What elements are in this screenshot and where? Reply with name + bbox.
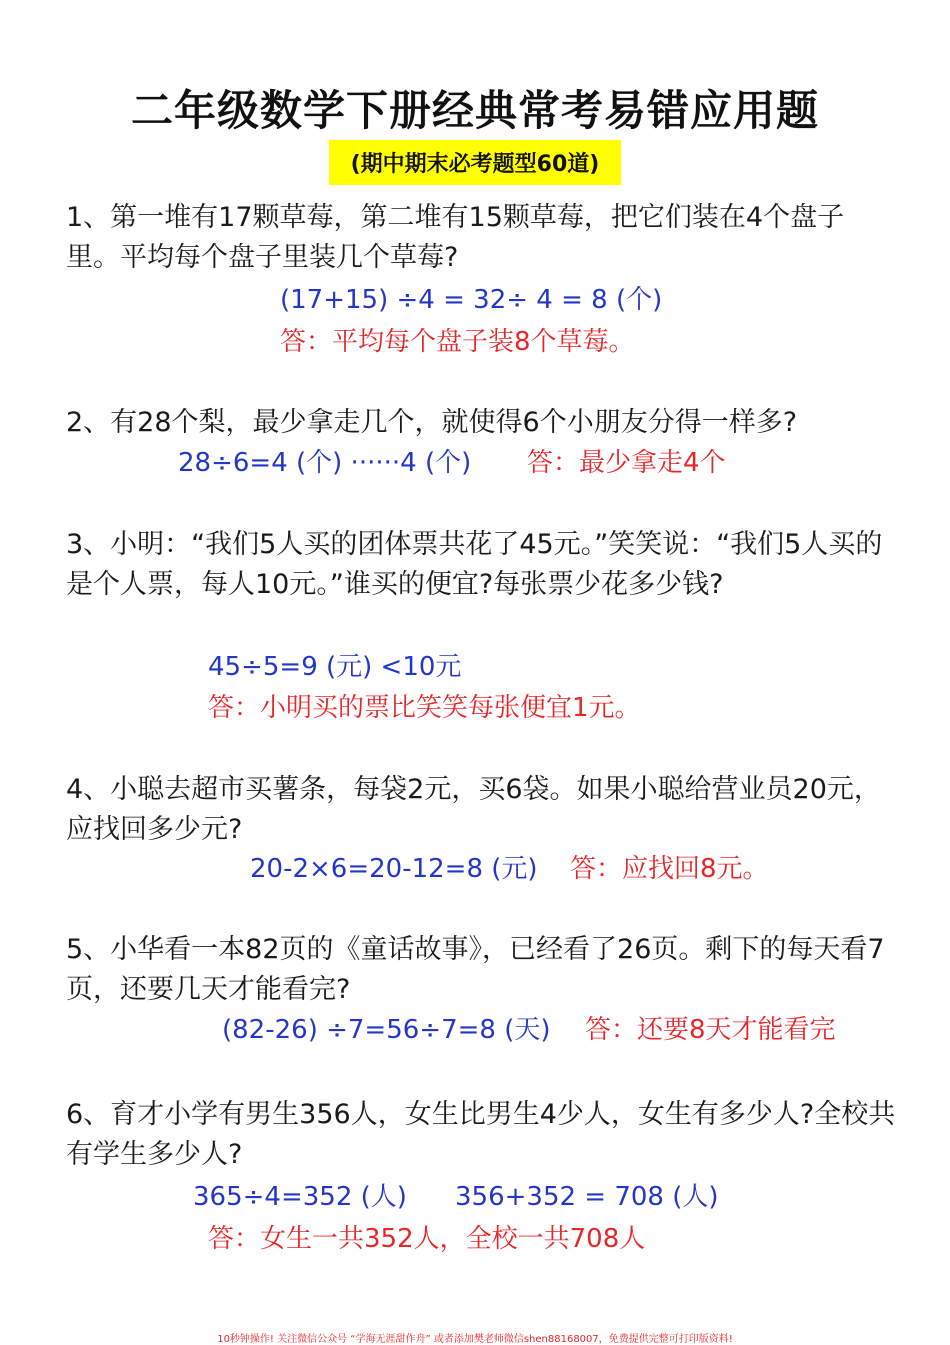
problem-5-calc: (82-26) ÷7=56÷7=8 (天) xyxy=(222,1015,551,1045)
problem-2-calc: 28÷6=4 (个) ······4 (个) xyxy=(178,448,472,478)
subtitle: (期中期末必考题型60道) xyxy=(329,140,622,185)
footer-note: 10秒钟操作! 关注微信公众号 “学海无涯甜作舟” 或者添加樊老师微信shen88168007，免费提供完整可打印版资料! xyxy=(217,1334,733,1345)
problem-3-question: 3、小明：“我们5人买的团体票共花了45元。”笑笑说：“我们5人买的是个人票，每人10元。”谁买的便宜?每张票少花多少钱? xyxy=(66,529,883,600)
problem-5-answer: 答：还要8天才能看完 xyxy=(585,1015,836,1045)
problem-6-calc-2: 356+352 = 708 (人) xyxy=(455,1182,719,1212)
problem-6-answer: 答：女生一共352人，全校一共708人 xyxy=(208,1224,646,1254)
subtitle-wrap xyxy=(0,140,950,185)
problem-4-answer: 答：应找回8元。 xyxy=(570,854,769,884)
page-title: 二年级数学下册经典常考易错应用题 xyxy=(130,86,819,135)
problem-4-calc: 20-2×6=20-12=8 (元) xyxy=(250,854,538,884)
problem-2-answer: 答：最少拿走4个 xyxy=(527,448,726,478)
problem-1-answer: 答：平均每个盘子装8个草莓。 xyxy=(280,327,635,357)
problem-6-calc: 365÷4=352 (人) xyxy=(193,1182,407,1212)
problem-3-calc: 45÷5=9 (元) <10元 xyxy=(208,652,462,682)
problem-5-question: 5、小华看一本82页的《童话故事》，已经看了26页。剩下的每天看7页，还要几天才能看完? xyxy=(66,934,885,1005)
problem-6-question: 6、育才小学有男生356人，女生比男生4少人，女生有多少人?全校共有学生多少人? xyxy=(66,1099,896,1170)
problem-4-question: 4、小聪去超市买薯条，每袋2元，买6袋。如果小聪给营业员20元，应找回多少元? xyxy=(66,774,881,845)
problem-1-calc: (17+15) ÷4 = 32÷ 4 = 8 (个) xyxy=(280,285,663,315)
problem-1-question: 1、第一堆有17颗草莓，第二堆有15颗草莓，把它们装在4个盘子里。平均每个盘子里装几个草莓? xyxy=(66,202,845,273)
problem-3-answer: 答：小明买的票比笑笑每张便宜1元。 xyxy=(208,693,641,723)
problem-2-question: 2、有28个梨，最少拿走几个，就使得6个小朋友分得一样多? xyxy=(66,407,798,438)
